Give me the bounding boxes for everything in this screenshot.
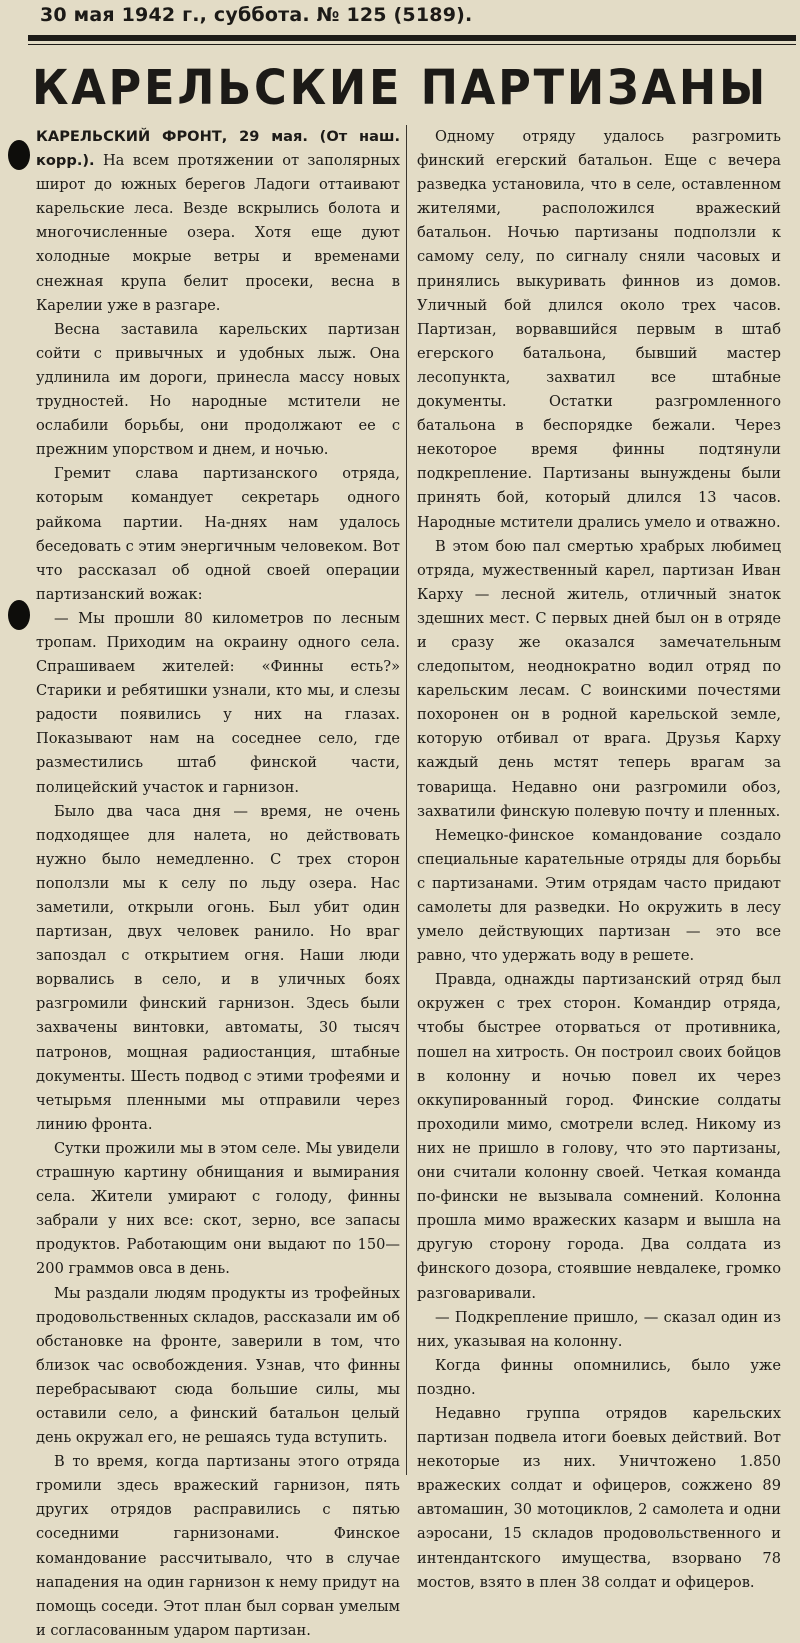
paragraph-4: — Мы прошли 80 километров по лесным тропам. Приходим на окраину одного села. Спрашиваем жителей: «Финны есть?» Старики и ребятишки узнали, кто мы, и слезы радости появились у них на глазах. Показывают нам на соседнее село, где разместились штаб финской части, полицейский участок и гарнизон. <box>36 609 400 796</box>
paragraph-14: Когда финны опомнились, было уже поздно. <box>417 1356 781 1398</box>
paragraph-9: Одному отряду удалось разгромить финский егерский батальон. Еще с вечера разведка установила, что в селе, оставленном жителями, расположился вражеский батальон. Ночью партизаны подползли к самому селу, по сигналу сняли часовых и принялись выкуривать финнов из домов. Уличный бой длился около трех часов. Партизан, ворвавшийся первым в штаб егерского батальона, бывший мастер лесопункта, захватил все штабные документы. Остатки разгромленного батальона в беспорядке бежали. Через некоторое время финны подтянули подкрепление. Партизаны вынуждены были принять бой, который длился 13 часов. Народные мстители дрались умело и отважно. <box>417 128 781 531</box>
lede: КАРЕЛЬСКИЙ ФРОНТ, 29 мая. (От наш. корр.). <box>36 128 400 170</box>
column-divider <box>406 125 407 1475</box>
paragraph-7: Мы раздали людям продукты из трофейных продовольственных складов, рассказали им об обстановке на фронте, заверили в том, что близок час освобождения. Узнав, что финны перебрасывают сюда большие силы, мы оставили село, а финский батальон целый день окружал его, не решаясь туда вступить. <box>36 1284 400 1447</box>
paragraph-3: Гремит слава партизанского отряда, которым командует секретарь одного райкома партии. На-днях нам удалось беседовать с этим энергичным человеком. Вот что рассказал об одной своей операции партизанский вожак: <box>36 465 400 603</box>
left-column <box>36 125 400 1643</box>
article-headline: КАРЕЛЬСКИЕ ПАРТИЗАНЫ <box>31 60 769 116</box>
paragraph-12: Правда, однажды партизанский отряд был окружен с трех сторон. Командир отряда, чтобы быстрее оторваться от противника, пошел на хитрость. Он построил своих бойцов в колонну и ночью повел их через оккупированный город. Финские солдаты проходили мимо, смотрели вслед. Никому из них не пришло в голову, что это партизаны, они считали колонну своей. Четкая команда по-фински не вызывала сомнений. Колонна прошла мимо вражеских казарм и вышла на другую сторону города. Два солдата из финского дозора, стоявшие невдалеке, громко разговаривали. <box>417 971 781 1302</box>
paragraph-1: КАРЕЛЬСКИЙ ФРОНТ, 29 мая. (От наш. корр.). На всем протяжении от заполярных широт до южных берегов Ладоги оттаивают карельские леса. Везде вскрылись болота и многочисленные озера. Хотя еще дуют холодные мокрые ветры и временами снежная крупа белит просеки, весна в Карелии уже в разгаре. <box>36 128 400 314</box>
paragraph-13: — Подкрепление пришло, — сказал один из них, указывая на колонну. <box>417 1308 781 1350</box>
paragraph-15: Недавно группа отрядов карельских партизан подвела итоги боевых действий. Вот некоторые из них. Уничтожено 1.850 вражеских солдат и офицеров, сожжено 89 автомашин, 30 мотоциклов, 2 самолета и одни аэросани, 15 складов продовольственного и интендантского имущества, взорвано 78 мостов, взято в плен 38 солдат и офицеров. <box>417 1404 781 1591</box>
paragraph-6: Сутки прожили мы в этом селе. Мы увидели страшную картину обнищания и вымирания села. Жители умирают с голоду, финны забрали у них все: скот, зерно, все запасы продуктов. Работающим они выдают по 150—200 граммов овса в день. <box>36 1139 400 1278</box>
paragraph-10: В этом бою пал смертью храбрых любимец отряда, мужественный карел, партизан Иван Карху — лесной житель, отличный знаток здешних мест. С первых дней был он в отряде и сразу же оказался замечательным следопытом, неоднократно водил отряд по карельским лесам. С воинскими почестями похоронен он в родной карельской земле, которую отбивал от врага. Друзья Карху каждый день мстят теперь врагам за товарища. Недавно они разгромили обоз, захватили финскую полевую почту и пленных. <box>417 537 781 820</box>
paragraph-11: Немецко-финское командование создало специальные карательные отряды для борьбы с партизанами. Этим отрядам часто придают самолеты для разведки. Но окружить в лесу умело действующих партизан — это все равно, что удержать воду в решете. <box>417 826 781 965</box>
binder-hole-top <box>8 140 30 170</box>
issue-dateline: 30 мая 1942 г., суббота. № 125 (5189). <box>40 4 473 26</box>
paragraph-8: В то время, когда партизаны этого отряда громили здесь вражеский гарнизон, пять других отрядов расправились с пятью соседними гарнизонами. Финское командование рассчитывало, что в случае нападения на один гарнизон к нему придут на помощь соседи. Этот план был сорван умелым и согласованным ударом партизан. <box>36 1453 400 1639</box>
masthead-rule-thin <box>28 44 796 45</box>
right-column <box>417 125 781 1595</box>
paragraph-5: Было два часа дня — время, не очень подходящее для налета, но действовать нужно было немедленно. С трех сторон поползли мы к селу по льду озера. Нас заметили, открыли огонь. Был убит один партизан, двух человек ранило. Но враг запоздал с открытием огня. Наши люди ворвались в село, и в уличных боях разгромили финский гарнизон. Здесь были захвачены винтовки, автоматы, 30 тысяч патронов, мощная радиостанция, штабные документы. Шесть подвод с этими трофеями и четырьмя пленными мы отправили через линию фронта. <box>36 802 400 1133</box>
paragraph-2: Весна заставила карельских партизан сойти с привычных и удобных лыж. Она удлинила им дороги, принесла массу новых трудностей. Но народные мстители не ослабили борьбы, они продолжают ее с прежним упорством и днем, и ночью. <box>36 320 400 459</box>
binder-hole-bottom <box>8 600 30 630</box>
masthead-rule-thick <box>28 35 796 41</box>
